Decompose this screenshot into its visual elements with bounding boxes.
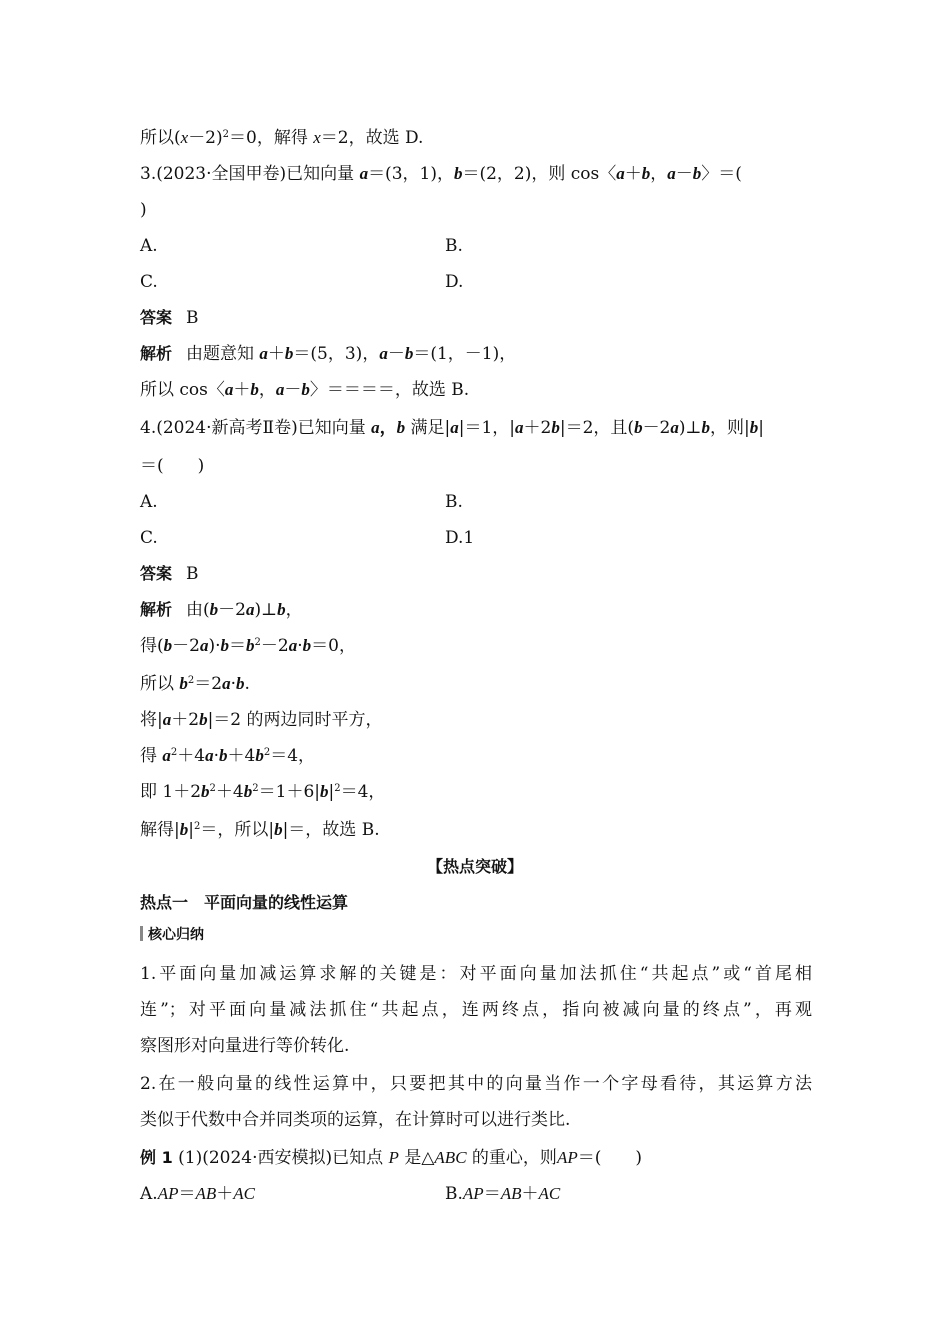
core-point-1: 察图形对向量进行等价转化.: [140, 1036, 350, 1056]
text: 〉＝(: [701, 164, 742, 184]
option-b: [445, 1182, 560, 1206]
option-b: B.: [445, 492, 463, 512]
vector-ac: AC: [233, 1184, 255, 1203]
option-c: C.: [140, 528, 158, 548]
text: ＋: [216, 1184, 234, 1204]
text: 〉＝＝＝＝，故选 B.: [309, 380, 470, 400]
text: ＝: [229, 636, 247, 656]
text: ＝2，故选 D.: [320, 128, 424, 148]
text: |: [328, 782, 335, 802]
text: 所以(: [140, 128, 181, 148]
solution-line: [140, 598, 812, 622]
text: (1)(2024·西安模拟)已知点: [172, 1148, 389, 1168]
vector-a: a: [245, 600, 255, 619]
vector-a: a: [162, 710, 172, 729]
text: 3.(2023·全国甲卷)已知向量: [140, 164, 360, 184]
text: ＝(1，－1)，: [413, 344, 517, 364]
exponent: 2: [263, 747, 271, 758]
vector-a: a: [359, 164, 369, 183]
vector-a: a: [379, 344, 388, 363]
vector-a: a: [371, 418, 380, 437]
solution-line: [140, 744, 812, 768]
text: ＋4: [177, 746, 206, 766]
text: ＝0，: [311, 636, 356, 656]
vector-b: b: [692, 164, 702, 183]
vector-a: a: [450, 418, 459, 437]
text: ＝( ): [577, 1148, 642, 1168]
core-label: 核心归纳: [148, 927, 204, 943]
text: ＝( ): [140, 456, 205, 476]
answer-value: B: [186, 564, 199, 584]
text: ＝4，: [270, 746, 316, 766]
option-a: [140, 1184, 255, 1204]
text: ＝: [178, 1184, 196, 1204]
core-point-1: 1.平面向量加减运算求解的关键是：对平面向量加法抓住“共起点”或“首尾相: [140, 964, 812, 984]
exponent: 2: [222, 129, 230, 140]
question-3-stem: [140, 162, 812, 186]
text: －2: [642, 418, 671, 438]
vector-a: a: [515, 418, 524, 437]
vector-a: a: [259, 344, 268, 363]
answer-line: [140, 562, 812, 586]
vector-b: b: [641, 164, 651, 183]
vector-b: b: [277, 600, 286, 619]
options-row: [140, 1182, 812, 1206]
vector-b: b: [274, 820, 283, 839]
text: 所以 cos〈: [140, 380, 225, 400]
vector-a: a: [616, 164, 625, 183]
vector-b: b: [301, 380, 310, 399]
text: ·: [297, 636, 303, 656]
text: ·: [213, 746, 220, 766]
text: ＝(5，3)，: [293, 344, 380, 364]
question-4-stem: [140, 416, 812, 440]
vector-b: b: [209, 600, 219, 619]
section-title: 【热点突破】: [426, 857, 523, 876]
text: |＝1，|: [458, 418, 516, 438]
text: ＝2: [194, 674, 223, 694]
text: ＝: [483, 1184, 501, 1204]
vector-ac: AC: [538, 1184, 561, 1203]
var-x: x: [313, 128, 321, 147]
example-label: 例 1: [140, 1148, 173, 1167]
answer-label: 答案: [140, 308, 173, 327]
option-a: A.: [140, 492, 158, 512]
text: 4.(2024·新高考Ⅱ卷)已知向量: [140, 418, 372, 438]
hotspot-title: 热点一 平面向量的线性运算: [140, 893, 349, 912]
vector-ap: AP: [556, 1148, 578, 1167]
text: ·: [230, 674, 237, 694]
triangle-abc: ABC: [434, 1148, 467, 1167]
text: ，: [285, 600, 303, 620]
text: ＋4: [227, 746, 256, 766]
text: 所以: [140, 674, 180, 694]
text: .: [244, 674, 250, 694]
vector-b: b: [199, 710, 208, 729]
text: ＝，所以|: [200, 820, 275, 840]
text: ＋: [624, 164, 642, 184]
vector-b: b: [453, 164, 463, 183]
text: |＝，故选 B.: [282, 820, 380, 840]
vector-b: b: [396, 418, 406, 437]
text: 由题意知: [186, 344, 260, 364]
option-d: D.1: [445, 528, 475, 548]
option-c: C.: [140, 272, 158, 292]
question-3-close: [140, 198, 812, 222]
option-b: B.: [445, 236, 463, 256]
solution-line: [140, 672, 812, 696]
point-p: P: [388, 1148, 399, 1167]
vector-b: b: [243, 782, 253, 801]
solution-label: 解析: [140, 344, 173, 363]
vector-a: a: [205, 746, 214, 765]
text: |＝2 的两边同时平方，: [207, 710, 383, 730]
core-point-1: 连”；对平面向量减法抓住“共起点，连两终点，指向被减向量的终点”，再观: [140, 1000, 812, 1020]
vector-ap: AP: [462, 1184, 484, 1203]
text: ): [140, 200, 147, 220]
text: )·: [208, 636, 221, 656]
example-1-stem: [140, 1146, 812, 1170]
solution-line: [140, 634, 812, 658]
vector-ab: AB: [500, 1184, 522, 1203]
vector-b: b: [749, 418, 759, 437]
vector-b: b: [319, 782, 329, 801]
vector-b: b: [179, 820, 189, 839]
text: 得(: [140, 636, 164, 656]
answer-line: [140, 306, 812, 330]
vector-b: b: [634, 418, 643, 437]
options-row: [140, 270, 812, 294]
solution-line: [140, 126, 812, 150]
vector-a: a: [224, 380, 234, 399]
answer-value: B: [186, 308, 199, 328]
text: ＋: [267, 344, 285, 364]
vector-b: b: [219, 746, 228, 765]
exponent: 2: [254, 637, 261, 648]
text: 解得|: [140, 820, 180, 840]
options-row: [140, 234, 812, 258]
text: －2: [172, 636, 200, 656]
vector-a: a: [222, 674, 231, 693]
text: 满足|: [405, 418, 451, 438]
text: ＋2: [523, 418, 552, 438]
question-4-close: [140, 454, 812, 478]
text: 是△: [398, 1148, 435, 1168]
text: ＝0，解得: [229, 128, 314, 148]
vector-b: b: [179, 674, 188, 693]
text: |: [188, 820, 194, 840]
answer-label: 答案: [140, 564, 173, 583]
vector-b: b: [701, 418, 711, 437]
text: ＋: [233, 380, 251, 400]
exponent: 2: [334, 783, 341, 794]
solution-line: [140, 818, 812, 842]
vector-a: a: [667, 164, 676, 183]
text: －2: [218, 600, 246, 620]
text: －: [675, 164, 693, 184]
vector-ab: AB: [195, 1184, 217, 1203]
vector-b: b: [163, 636, 173, 655]
vector-a: a: [670, 418, 679, 437]
vector-b: b: [551, 418, 560, 437]
solution-line: [140, 342, 812, 366]
vector-b: b: [284, 344, 294, 363]
exponent: 2: [170, 747, 178, 758]
vector-b: b: [220, 636, 230, 655]
text: ＝4，: [340, 782, 386, 802]
solution-line: [140, 780, 812, 804]
vector-a: a: [275, 380, 285, 399]
text: ，则|: [710, 418, 750, 438]
text: －2): [188, 128, 223, 148]
exponent: 2: [187, 675, 195, 686]
var-x: x: [180, 128, 189, 147]
text: B.: [445, 1184, 463, 1204]
text: ，: [379, 418, 397, 438]
text: －2: [260, 636, 289, 656]
text: 的重心，则: [466, 1148, 557, 1168]
marker-bar: [140, 926, 143, 941]
text: |: [758, 418, 764, 438]
core-summary-label: [140, 922, 812, 947]
option-a: A.: [140, 236, 158, 256]
options-row: [140, 526, 812, 550]
text: )⊥: [678, 418, 702, 438]
vector-a: a: [199, 636, 209, 655]
core-point-2: 类似于代数中合并同类项的运算，在计算时可以进行类比.: [140, 1110, 571, 1130]
option-d: D.: [445, 272, 464, 292]
vector-b: b: [404, 344, 414, 363]
text: ＋: [521, 1184, 539, 1204]
text: ＝1＋6|: [258, 782, 320, 802]
text: ，: [650, 164, 668, 184]
exponent: 2: [209, 783, 216, 794]
options-row: [140, 490, 812, 514]
text: |＝2，且(: [559, 418, 635, 438]
vector-ap: AP: [157, 1184, 179, 1203]
text: ＝(2，2)，则 cos〈: [462, 164, 617, 184]
text: ＋4: [215, 782, 244, 802]
text: 即 1＋2: [140, 782, 202, 802]
text: ＋2: [171, 710, 200, 730]
exponent: 2: [252, 783, 259, 794]
vector-b: b: [302, 636, 312, 655]
vector-a: a: [288, 636, 298, 655]
text: 将|: [140, 710, 163, 730]
vector-b: b: [246, 636, 255, 655]
vector-b: b: [250, 380, 259, 399]
text: ＝(3，1)，: [368, 164, 454, 184]
vector-b: b: [255, 746, 264, 765]
solution-label: 解析: [140, 600, 173, 619]
text: 得: [140, 746, 163, 766]
text: ，: [258, 380, 276, 400]
text: )⊥: [254, 600, 278, 620]
exponent: 2: [193, 821, 201, 832]
vector-b: b: [201, 782, 210, 801]
text: A.: [140, 1184, 158, 1204]
solution-line: [140, 708, 812, 732]
vector-b: b: [236, 674, 245, 693]
text: 由(: [186, 600, 210, 620]
solution-line: [140, 378, 812, 402]
vector-a: a: [162, 746, 171, 765]
text: －: [387, 344, 405, 364]
text: －: [284, 380, 302, 400]
core-point-2: 2.在一般向量的线性运算中，只要把其中的向量当作一个字母看待，其运算方法: [140, 1074, 812, 1094]
